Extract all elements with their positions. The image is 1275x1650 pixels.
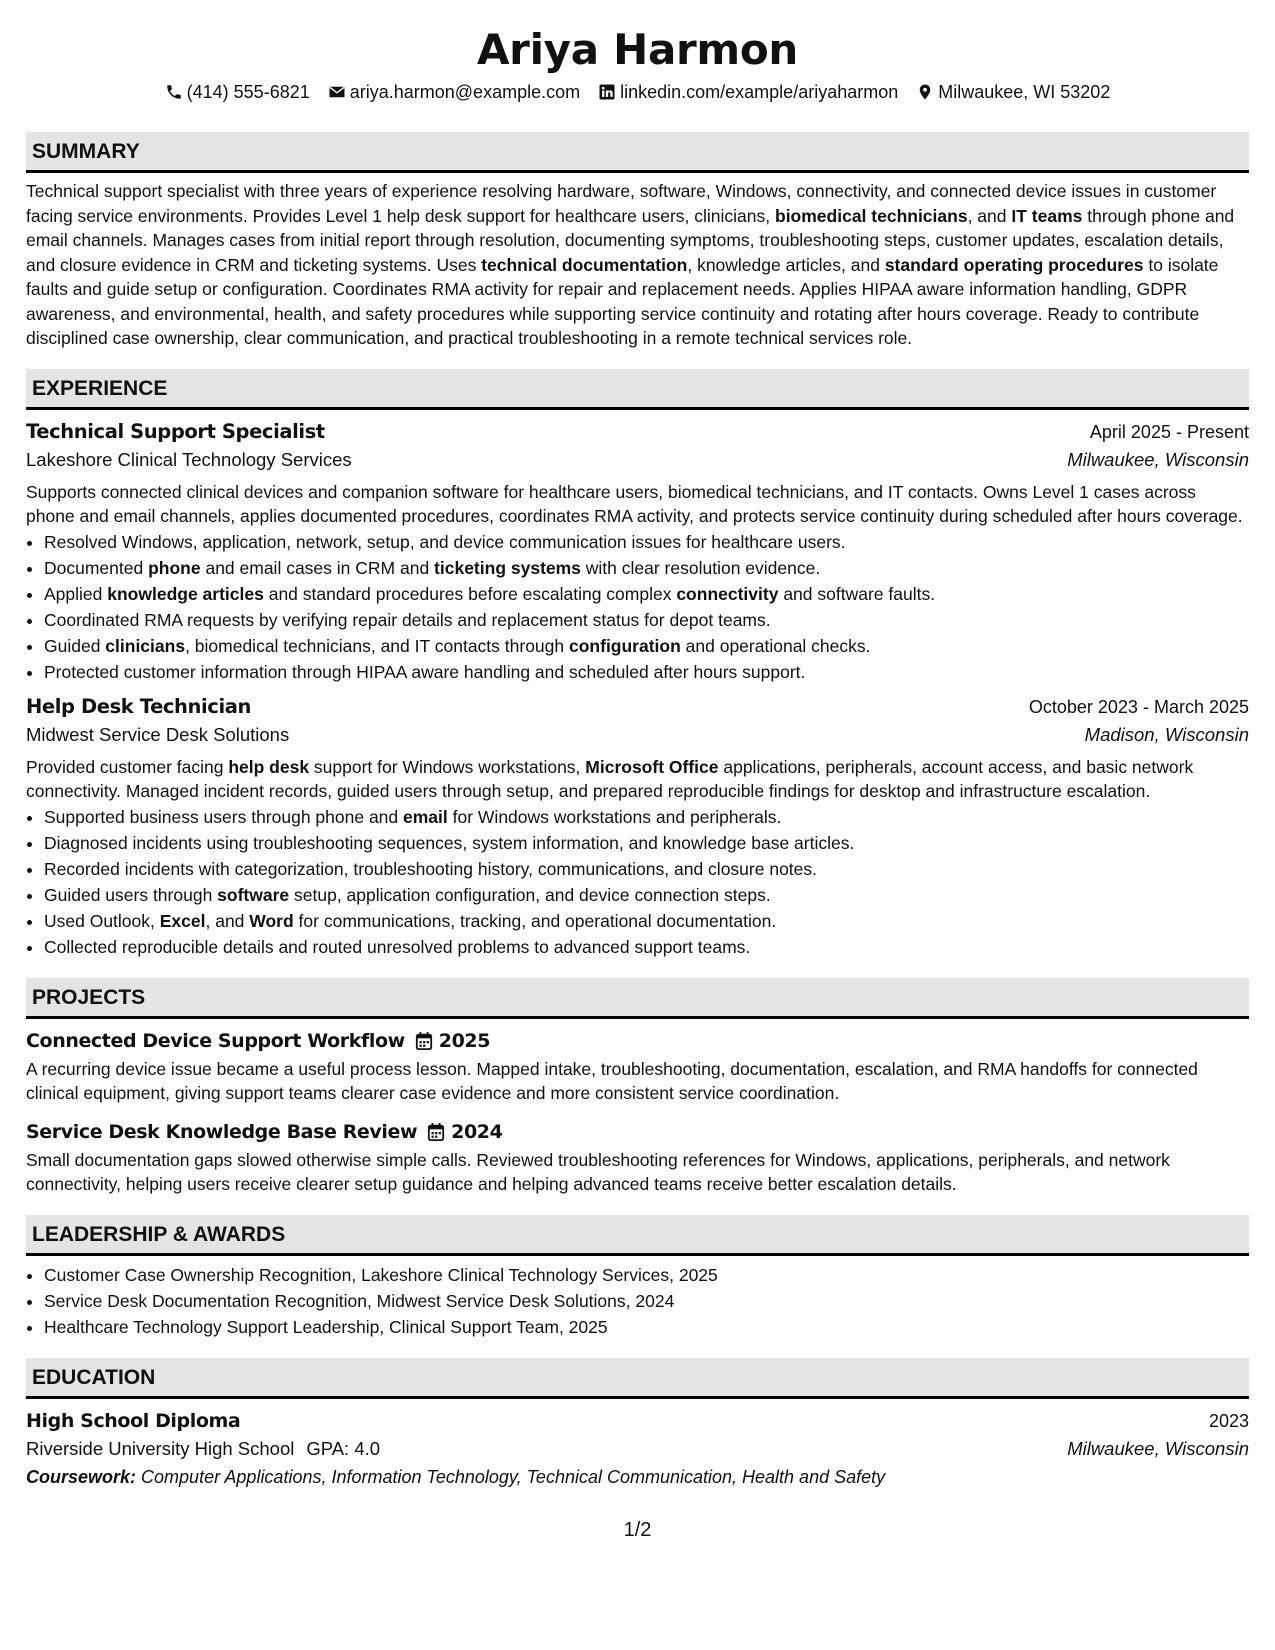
text-run: Diagnosed incidents using troubleshooting sequences, system information, and knowledge base articles.: [44, 832, 855, 853]
location-text: Milwaukee, WI 53202: [938, 82, 1111, 102]
section-heading-projects: PROJECTS: [26, 978, 1249, 1019]
text-run: Used Outlook,: [44, 910, 160, 931]
job-subheader: [26, 446, 1249, 474]
education-subheader: [26, 1435, 1249, 1463]
text-run: Applied: [44, 583, 108, 604]
job-subheader: [26, 721, 1249, 749]
school-line: [26, 1435, 380, 1463]
job-header: [26, 693, 1249, 721]
text-run: and software faults.: [778, 583, 936, 604]
text-run: to isolate faults and guide setup or configuration. Coordinates RMA activity for repair and replacement needs. Applies HIPAA aware information handling, GDPR awareness, and environmental, health, and safety procedures while supporting service continuity and rotating after hours coverage. Ready to contribute disciplined case ownership, clear communication, and practical troubleshooting in a remote technical services role.: [26, 254, 1219, 348]
linkedin-icon: [598, 83, 616, 101]
emphasis-text: IT teams: [1011, 205, 1083, 226]
text-run: Guided users through: [44, 884, 218, 905]
job-description: [26, 755, 1249, 804]
candidate-name: Ariya Harmon: [476, 25, 799, 74]
education-year: 2023: [1208, 1410, 1249, 1431]
emphasis-text: knowledge articles: [107, 583, 264, 604]
bullet-item: [44, 934, 1249, 960]
job-bullets: [26, 529, 1249, 685]
text-run: applications, peripherals, account access, and basic network connectivity. Managed incident records, guided users through setup, and prepared reproducible findings for desktop and infrastructure escalation.: [26, 756, 1194, 801]
emphasis-text: ticketing systems: [434, 557, 581, 578]
calendar-icon: [427, 1122, 445, 1142]
emphasis-text: standard operating procedures: [884, 254, 1144, 275]
job-bullets: [26, 804, 1249, 960]
job-dates: October 2023 - March 2025: [1028, 696, 1249, 717]
award-item: • Healthcare Technology Support Leadership, Clinical Support Team, 2025: [44, 1314, 1249, 1340]
text-run: Protected customer information through HIPAA aware handling and scheduled after hours support.: [44, 661, 806, 682]
school-name: Riverside University High School: [26, 1437, 295, 1459]
section-heading-experience: EXPERIENCE: [26, 369, 1249, 410]
project-name: Connected Device Support Workflow: [26, 1029, 405, 1052]
text-run: Coordinated RMA requests by verifying repair details and replacement status for depot teams.: [44, 609, 771, 630]
section-heading-summary: SUMMARY: [26, 132, 1249, 173]
text-run: and email cases in CRM and: [200, 557, 435, 578]
emphasis-text: Word: [249, 910, 294, 931]
email-text: ariya.harmon@example.com: [349, 82, 581, 102]
degree: High School Diploma: [26, 1409, 241, 1432]
education-header: [26, 1407, 1249, 1435]
bullet-item: [44, 908, 1249, 934]
text-run: , and: [205, 910, 250, 931]
emphasis-text: configuration: [569, 635, 681, 656]
project-name: Service Desk Knowledge Base Review: [26, 1120, 418, 1143]
emphasis-text: software: [217, 884, 290, 905]
text-run: for communications, tracking, and operational documentation.: [293, 910, 777, 931]
coursework-line: [26, 1463, 1249, 1491]
page-number: 1/2: [623, 1519, 652, 1541]
project-year: [415, 1027, 490, 1055]
emphasis-text: help desk: [228, 756, 310, 777]
job-dates: April 2025 - Present: [1089, 421, 1249, 442]
section-heading-education: EDUCATION: [26, 1358, 1249, 1399]
coursework-text: Computer Applications, Information Technology, Technical Communication, Health and Safety: [141, 1466, 886, 1487]
job-header: [26, 418, 1249, 446]
job-entry: [26, 418, 1249, 685]
job-company: Midwest Service Desk Solutions: [26, 723, 290, 745]
bullet-item: [44, 882, 1249, 908]
emphasis-text: Microsoft Office: [585, 756, 719, 777]
text-run: Resolved Windows, application, network, setup, and device communication issues for healthcare users.: [44, 531, 846, 552]
text-run: Technical support specialist with three years of experience resolving hardware, software, Windows, connectivity, and connected device issues in customer facing service environments. Provides Level 1 help desk support for healthcare users, clinicians,: [26, 181, 1217, 226]
education-entry: [26, 1407, 1249, 1491]
job-title: Technical Support Specialist: [26, 419, 325, 443]
bullet-item: [44, 581, 1249, 607]
bullet-item: [44, 659, 1249, 685]
text-run: and standard procedures before escalating complex: [263, 583, 677, 604]
project-year-text: 2025: [438, 1029, 491, 1052]
contact-linkedin[interactable]: [598, 80, 898, 104]
text-run: support for Windows workstations,: [309, 756, 586, 777]
emphasis-text: phone: [148, 557, 201, 578]
text-run: Supported business users through phone and: [44, 806, 404, 827]
bullet-item: [44, 856, 1249, 882]
contact-location: [916, 80, 1110, 104]
emphasis-text: technical documentation: [481, 254, 688, 275]
job-description: Supports connected clinical devices and companion software for healthcare users, biomedical technicians, and IT contacts. Owns Level 1 cases across phone and email channels, applies documented procedures, coordinates RMA activity, and protects service continuity during scheduled after hours coverage.: [26, 481, 1243, 526]
award-item: • Service Desk Documentation Recognition, Midwest Service Desk Solutions, 2024: [44, 1288, 1249, 1314]
text-run: , and: [967, 205, 1012, 226]
text-run: Guided: [44, 635, 106, 656]
text-run: for Windows workstations and peripherals.: [447, 806, 782, 827]
text-run: , knowledge articles, and: [687, 254, 885, 275]
job-company: Lakeshore Clinical Technology Services: [26, 448, 352, 470]
text-run: through phone and email channels. Manages cases from initial report through resolution, documenting symptoms, troubleshooting steps, customer updates, escalation details, and closure evidence in CRM and ticketing systems. Uses: [26, 205, 1235, 275]
bullet-item: [44, 804, 1249, 830]
education-location: Milwaukee, Wisconsin: [1067, 1437, 1249, 1459]
bullet-item: [44, 555, 1249, 581]
contact-bar: [26, 80, 1249, 104]
gpa: GPA: 4.0: [306, 1437, 381, 1459]
project-year-text: 2024: [451, 1120, 503, 1143]
text-run: and operational checks.: [680, 635, 871, 656]
linkedin-text: linkedin.com/example/ariyaharmon: [620, 82, 899, 102]
text-run: Provided customer facing: [26, 756, 229, 777]
bullet-item: [44, 633, 1249, 659]
emphasis-text: email: [403, 806, 448, 827]
summary-text: [26, 179, 1249, 351]
text-run: Recorded incidents with categorization, troubleshooting history, communications, and closure notes.: [44, 858, 818, 879]
job-location: Milwaukee, Wisconsin: [1067, 448, 1249, 470]
emphasis-text: clinicians: [105, 635, 186, 656]
text-run: , biomedical technicians, and IT contacts through: [185, 635, 569, 656]
text-run: with clear resolution evidence.: [580, 557, 821, 578]
phone-icon: [165, 83, 183, 101]
project-description: A recurring device issue became a useful process lesson. Mapped intake, troubleshooting, documentation, escalation, and RMA handoffs for connected clinical equipment, giving support teams clearer case evidence and more consistent service coordination.: [26, 1058, 1198, 1103]
project-description: Small documentation gaps slowed otherwise simple calls. Reviewed troubleshooting references for Windows, applications, peripherals, and network connectivity, helping users receive clearer setup guidance and helping advanced teams receive better escalation details.: [26, 1149, 1170, 1194]
awards-list: [26, 1262, 1249, 1340]
bullet-item: [44, 830, 1249, 856]
job-title: Help Desk Technician: [26, 694, 251, 718]
coursework-label: Coursework:: [26, 1466, 137, 1487]
contact-phone: [165, 80, 310, 104]
text-run: Documented: [44, 557, 149, 578]
job-entry: [26, 693, 1249, 960]
project-year: [427, 1118, 502, 1146]
section-heading-leadership: LEADERSHIP & AWARDS: [26, 1215, 1249, 1256]
award-item: • Customer Case Ownership Recognition, Lakeshore Clinical Technology Services, 2025: [44, 1262, 1249, 1288]
text-run: Collected reproducible details and routed unresolved problems to advanced support teams.: [44, 936, 751, 957]
bullet-item: [44, 607, 1249, 633]
emphasis-text: biomedical technicians: [775, 205, 968, 226]
emphasis-text: Excel: [159, 910, 206, 931]
emphasis-text: connectivity: [676, 583, 779, 604]
text-run: setup, application configuration, and device connection steps.: [289, 884, 771, 905]
project-entry: [26, 1027, 1249, 1106]
phone-text: (414) 555-6821: [186, 82, 310, 102]
job-location: Madison, Wisconsin: [1084, 723, 1249, 745]
contact-email[interactable]: [328, 80, 580, 104]
bullet-item: [44, 529, 1249, 555]
envelope-icon: [328, 83, 346, 101]
project-header: [26, 1027, 1249, 1055]
project-header: [26, 1118, 1249, 1146]
map-pin-icon: [916, 83, 934, 101]
calendar-icon: [415, 1031, 433, 1051]
project-entry: [26, 1118, 1249, 1197]
